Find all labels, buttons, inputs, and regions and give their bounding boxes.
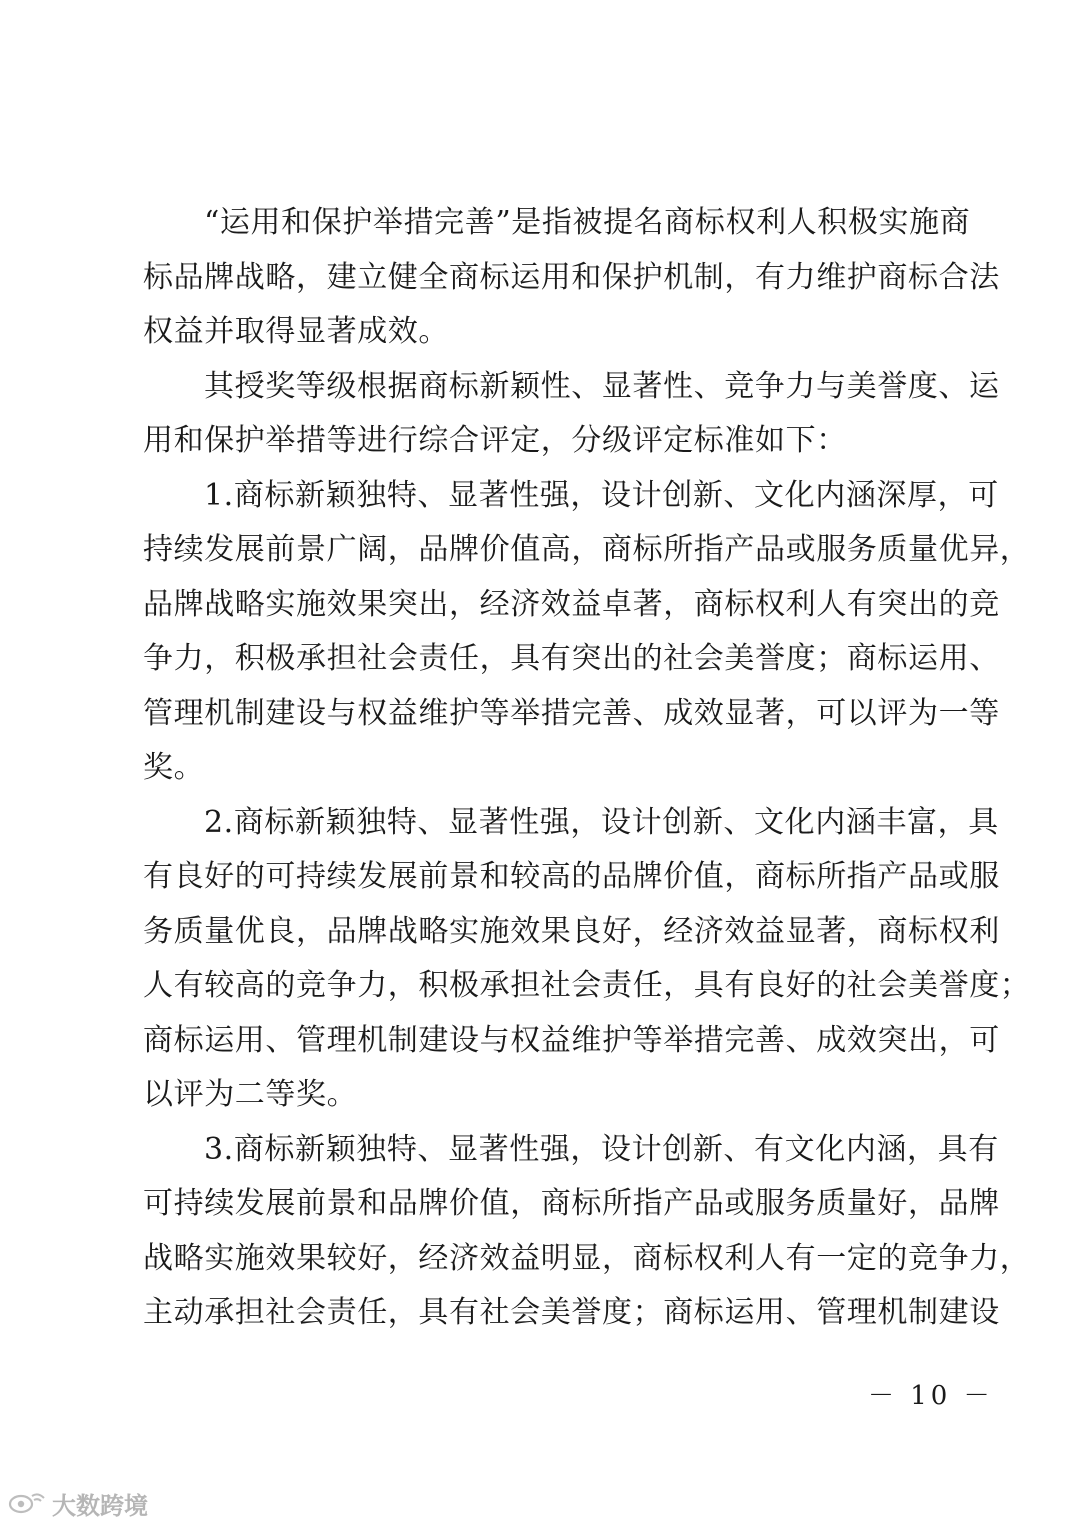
text-line: 品牌战略实施效果突出，经济效益卓著，商标权利人有突出的竞 bbox=[143, 586, 1000, 622]
document-body bbox=[143, 196, 1031, 1341]
text-line: 权益并取得显著成效。 bbox=[143, 314, 449, 349]
watermark bbox=[8, 1488, 148, 1518]
text-line: 主动承担社会责任，具有社会美誉度；商标运用、管理机制建设 bbox=[143, 1295, 1000, 1330]
text-line: 战略实施效果较好，经济效益明显，商标权利人有一定的竞争力， bbox=[143, 1240, 1031, 1276]
text-line: 有良好的可持续发展前景和较高的品牌价值，商标所指产品或服 bbox=[143, 859, 1000, 894]
text-line: “运用和保护举措完善”是指被提名商标权利人积极实施商 bbox=[204, 205, 971, 240]
text-line: 以评为二等奖。 bbox=[143, 1077, 358, 1112]
text-line: 争力，积极承担社会责任，具有突出的社会美誉度；商标运用、 bbox=[143, 641, 1000, 676]
text-line: 商标运用、管理机制建设与权益维护等举措完善、成效突出，可 bbox=[143, 1022, 1000, 1058]
text-line: 持续发展前景广阔，品牌价值高，商标所指产品或服务质量优异， bbox=[143, 532, 1031, 567]
text-line: 用和保护举措等进行综合评定，分级评定标准如下： bbox=[143, 423, 847, 458]
text-line: 标品牌战略，建立健全商标运用和保护机制，有力维护商标合法 bbox=[143, 259, 1000, 295]
text-line: 3.商标新颖独特、显著性强，设计创新、有文化内涵，具有 bbox=[204, 1131, 999, 1167]
page-number: － 10 － bbox=[868, 1381, 994, 1411]
text-line: 管理机制建设与权益维护等举措完善、成效显著，可以评为一等 bbox=[143, 695, 1000, 731]
text-line: 可持续发展前景和品牌价值，商标所指产品或服务质量好，品牌 bbox=[143, 1186, 1000, 1221]
watermark-text: 大数跨境 bbox=[52, 1491, 148, 1520]
text-line: 1.商标新颖独特、显著性强，设计创新、文化内涵深厚，可 bbox=[204, 477, 999, 513]
text-line: 2.商标新颖独特、显著性强，设计创新、文化内涵丰富，具 bbox=[204, 804, 999, 840]
text-line: 奖。 bbox=[143, 750, 205, 785]
text-line: 其授奖等级根据商标新颖性、显著性、竞争力与美誉度、运 bbox=[204, 368, 1000, 404]
text-line: 人有较高的竞争力，积极承担社会责任，具有良好的社会美誉度； bbox=[143, 968, 1031, 1003]
weibo-eye-logo-icon bbox=[8, 1490, 48, 1516]
text-line: 务质量优良，品牌战略实施效果良好，经济效益显著，商标权利 bbox=[143, 913, 1000, 949]
